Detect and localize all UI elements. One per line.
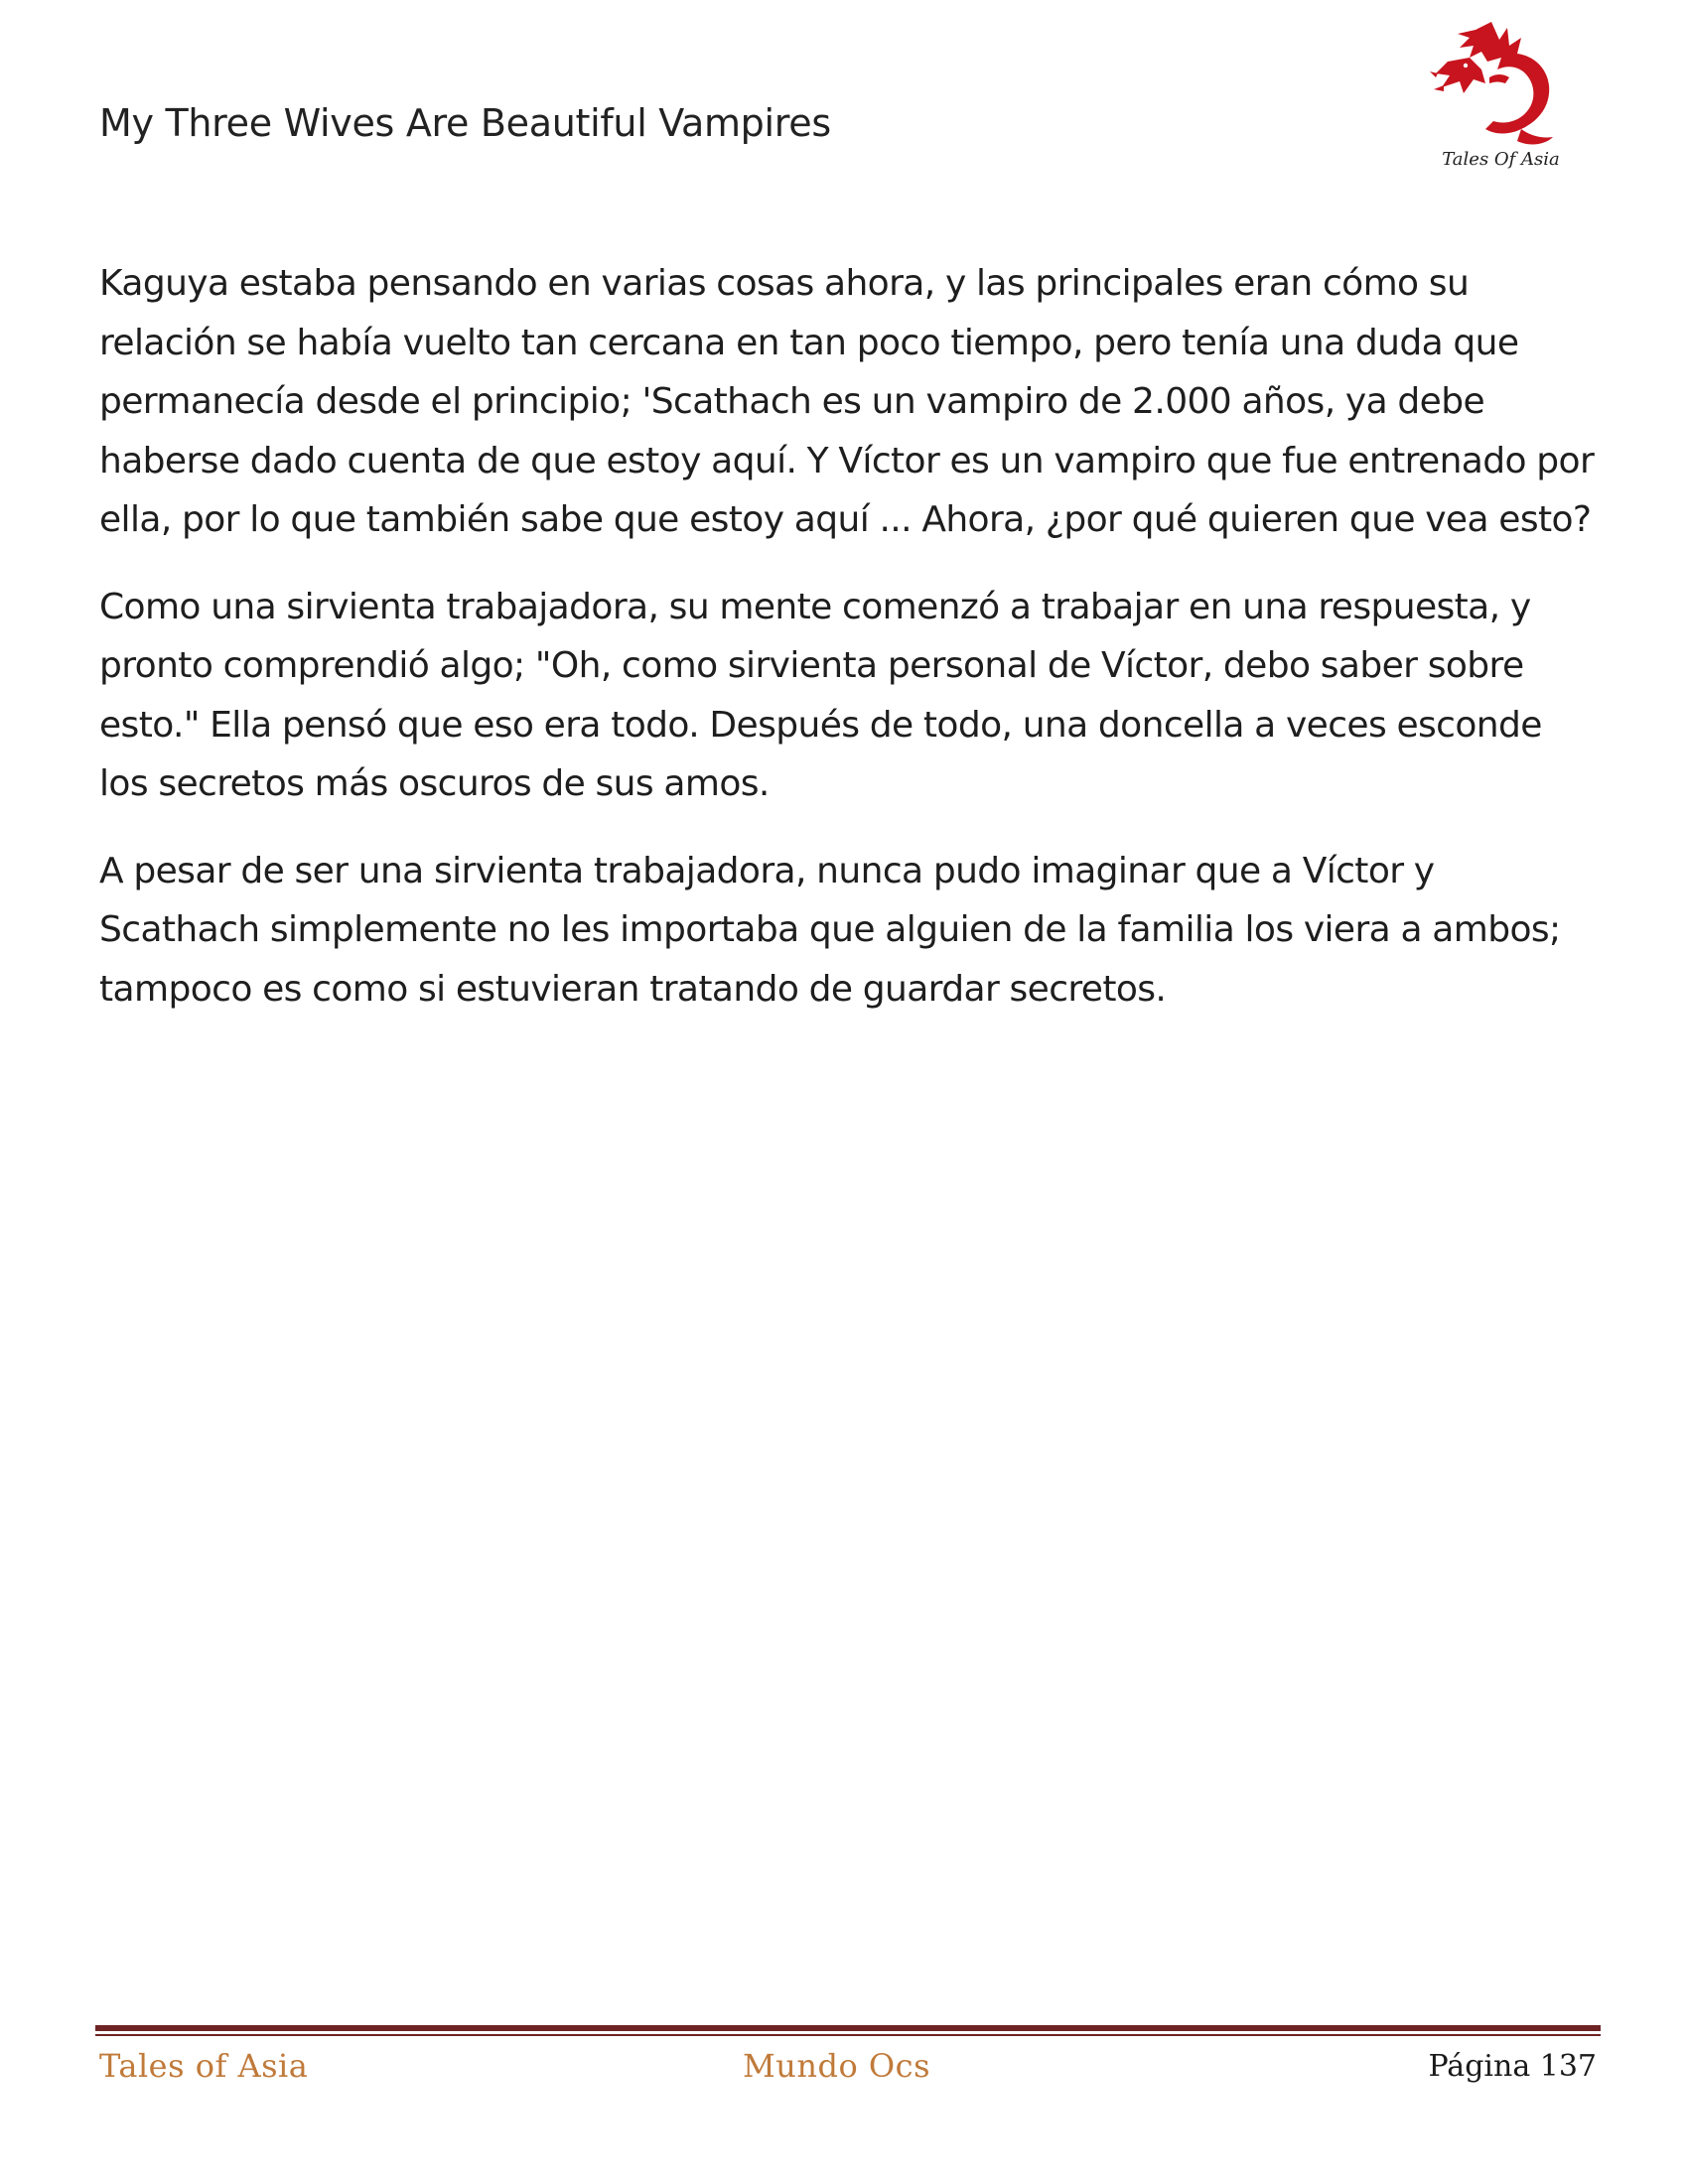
logo-text: Tales Of Asia	[1442, 149, 1560, 170]
footer-site: Mundo Ocs	[743, 2047, 930, 2085]
footer-divider-thin	[95, 2034, 1601, 2036]
footer-divider-thick	[95, 2025, 1601, 2031]
dragon-icon	[1430, 18, 1569, 152]
main-content	[99, 254, 1599, 1046]
page-number: Página 137	[1428, 2049, 1597, 2084]
tales-of-asia-logo	[1430, 18, 1569, 182]
paragraph-3: A pesar de ser una sirvienta trabajadora, nunca pudo imaginar que a Víctor y Scathach simplemente no les importaba que alguien de la familia los viera a ambos; tampoco es como si estuvieran tratando de guardar secretos.	[99, 850, 1561, 1010]
book-title: My Three Wives Are Beautiful Vampires	[99, 101, 831, 145]
footer-publisher: Tales of Asia	[99, 2047, 309, 2085]
paragraph-2: Como una sirvienta trabajadora, su mente comenzó a trabajar en una respuesta, y pronto comprendió algo; "Oh, como sirvienta personal de Víctor, debo saber sobre esto." Ella pensó que eso era todo. Después de todo, una doncella a veces esconde los secretos más oscuros de sus amos.	[99, 586, 1542, 804]
paragraph-1: Kaguya estaba pensando en varias cosas ahora, y las principales eran cómo su relación se había vuelto tan cercana en tan poco tiempo, pero tenía una duda que permanecía desde el principio; 'Scathach es un vampiro de 2.000 años, ya debe haberse dado cuenta de que estoy aquí. Y Víctor es un vampiro que fue entrenado por ella, por lo que también sabe que estoy aquí ... Ahora, ¿por qué quieren que vea esto?	[99, 263, 1595, 540]
